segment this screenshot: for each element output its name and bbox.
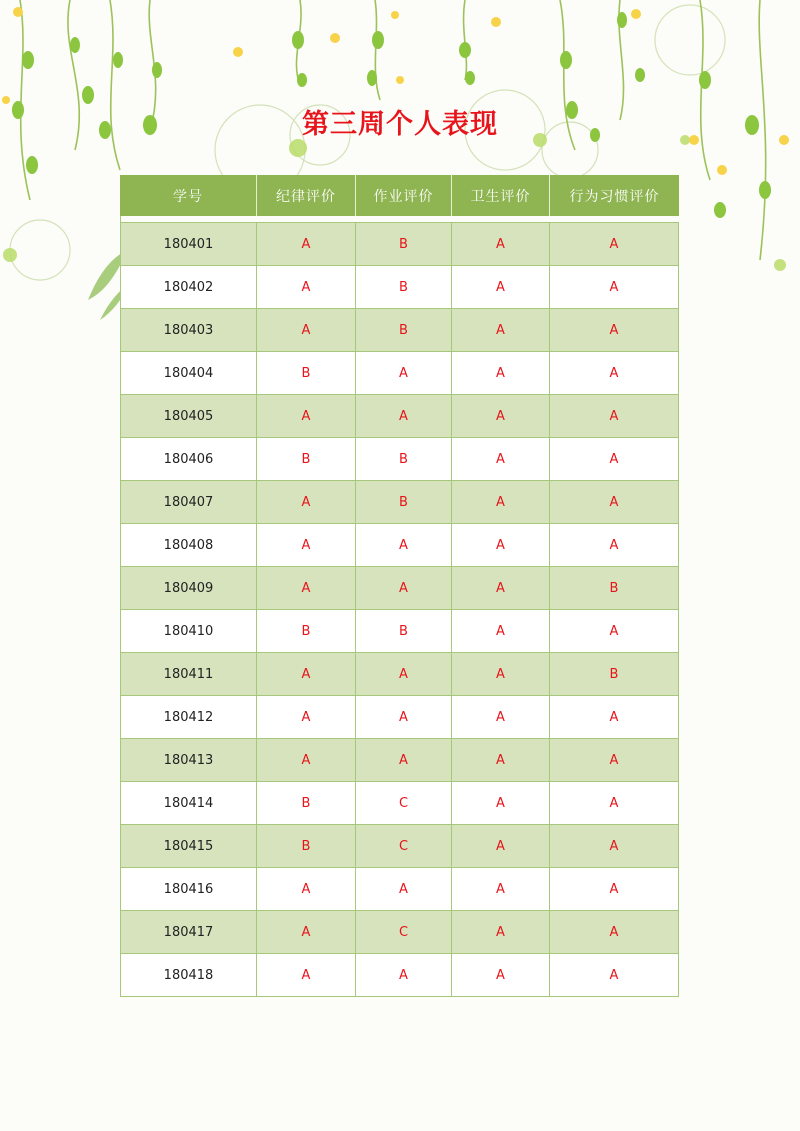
behavior-grade-cell: A	[550, 739, 679, 782]
student-id-cell: 180408	[120, 524, 257, 567]
student-id-cell: 180414	[120, 782, 257, 825]
table-row	[120, 954, 679, 997]
discipline-grade-cell: A	[257, 868, 356, 911]
header-hygiene: 卫生评价	[452, 175, 550, 216]
hygiene-grade-cell: A	[452, 782, 550, 825]
table-row	[120, 524, 679, 567]
hygiene-grade-cell: A	[452, 696, 550, 739]
student-id-cell: 180401	[120, 222, 257, 266]
behavior-grade-cell: A	[550, 825, 679, 868]
discipline-grade-cell: B	[257, 782, 356, 825]
hygiene-grade-cell: A	[452, 825, 550, 868]
hygiene-grade-cell: A	[452, 481, 550, 524]
student-id-cell: 180406	[120, 438, 257, 481]
hygiene-grade-cell: A	[452, 739, 550, 782]
table-row	[120, 610, 679, 653]
hygiene-grade-cell: A	[452, 653, 550, 696]
hygiene-grade-cell: A	[452, 222, 550, 266]
discipline-grade-cell: A	[257, 266, 356, 309]
table-row	[120, 567, 679, 610]
discipline-grade-cell: A	[257, 911, 356, 954]
table-row	[120, 696, 679, 739]
behavior-grade-cell: A	[550, 696, 679, 739]
homework-grade-cell: B	[356, 481, 452, 524]
discipline-grade-cell: A	[257, 696, 356, 739]
table-header-row	[120, 175, 679, 216]
student-id-cell: 180418	[120, 954, 257, 997]
behavior-grade-cell: A	[550, 481, 679, 524]
discipline-grade-cell: A	[257, 395, 356, 438]
homework-grade-cell: A	[356, 954, 452, 997]
behavior-grade-cell: A	[550, 352, 679, 395]
table-row	[120, 481, 679, 524]
behavior-grade-cell: A	[550, 782, 679, 825]
behavior-grade-cell: A	[550, 524, 679, 567]
homework-grade-cell: A	[356, 395, 452, 438]
table-row	[120, 782, 679, 825]
header-student-id: 学号	[120, 175, 257, 216]
header-discipline: 纪律评价	[257, 175, 356, 216]
behavior-grade-cell: A	[550, 868, 679, 911]
discipline-grade-cell: A	[257, 567, 356, 610]
hygiene-grade-cell: A	[452, 438, 550, 481]
homework-grade-cell: C	[356, 825, 452, 868]
homework-grade-cell: B	[356, 222, 452, 266]
behavior-grade-cell: A	[550, 266, 679, 309]
discipline-grade-cell: B	[257, 352, 356, 395]
page-title: 第三周个人表现	[302, 109, 498, 140]
homework-grade-cell: A	[356, 653, 452, 696]
behavior-grade-cell: A	[550, 222, 679, 266]
homework-grade-cell: A	[356, 567, 452, 610]
hygiene-grade-cell: A	[452, 352, 550, 395]
student-id-cell: 180402	[120, 266, 257, 309]
behavior-grade-cell: B	[550, 653, 679, 696]
header-behavior: 行为习惯评价	[550, 175, 679, 216]
table-row	[120, 739, 679, 782]
hygiene-grade-cell: A	[452, 954, 550, 997]
discipline-grade-cell: A	[257, 954, 356, 997]
student-id-cell: 180410	[120, 610, 257, 653]
student-id-cell: 180409	[120, 567, 257, 610]
homework-grade-cell: B	[356, 309, 452, 352]
student-id-cell: 180415	[120, 825, 257, 868]
table-row	[120, 825, 679, 868]
homework-grade-cell: C	[356, 911, 452, 954]
student-id-cell: 180407	[120, 481, 257, 524]
evaluation-table	[120, 175, 679, 997]
discipline-grade-cell: A	[257, 739, 356, 782]
table-row	[120, 653, 679, 696]
hygiene-grade-cell: A	[452, 309, 550, 352]
behavior-grade-cell: A	[550, 911, 679, 954]
behavior-grade-cell: A	[550, 309, 679, 352]
table-row	[120, 395, 679, 438]
homework-grade-cell: B	[356, 266, 452, 309]
homework-grade-cell: A	[356, 524, 452, 567]
table-row	[120, 266, 679, 309]
table-row	[120, 868, 679, 911]
discipline-grade-cell: A	[257, 524, 356, 567]
hygiene-grade-cell: A	[452, 567, 550, 610]
hygiene-grade-cell: A	[452, 911, 550, 954]
behavior-grade-cell: A	[550, 954, 679, 997]
table-row	[120, 352, 679, 395]
header-homework: 作业评价	[356, 175, 452, 216]
discipline-grade-cell: A	[257, 653, 356, 696]
hygiene-grade-cell: A	[452, 395, 550, 438]
hygiene-grade-cell: A	[452, 524, 550, 567]
table-row	[120, 309, 679, 352]
homework-grade-cell: A	[356, 868, 452, 911]
discipline-grade-cell: B	[257, 610, 356, 653]
student-id-cell: 180413	[120, 739, 257, 782]
student-id-cell: 180417	[120, 911, 257, 954]
discipline-grade-cell: A	[257, 481, 356, 524]
discipline-grade-cell: A	[257, 309, 356, 352]
student-id-cell: 180411	[120, 653, 257, 696]
behavior-grade-cell: A	[550, 395, 679, 438]
student-id-cell: 180405	[120, 395, 257, 438]
hygiene-grade-cell: A	[452, 266, 550, 309]
discipline-grade-cell: B	[257, 825, 356, 868]
student-id-cell: 180403	[120, 309, 257, 352]
table-row	[120, 222, 679, 266]
discipline-grade-cell: B	[257, 438, 356, 481]
homework-grade-cell: B	[356, 610, 452, 653]
discipline-grade-cell: A	[257, 222, 356, 266]
behavior-grade-cell: A	[550, 438, 679, 481]
student-id-cell: 180412	[120, 696, 257, 739]
table-row	[120, 911, 679, 954]
hygiene-grade-cell: A	[452, 868, 550, 911]
student-id-cell: 180404	[120, 352, 257, 395]
behavior-grade-cell: B	[550, 567, 679, 610]
homework-grade-cell: A	[356, 696, 452, 739]
hygiene-grade-cell: A	[452, 610, 550, 653]
behavior-grade-cell: A	[550, 610, 679, 653]
homework-grade-cell: C	[356, 782, 452, 825]
student-id-cell: 180416	[120, 868, 257, 911]
homework-grade-cell: A	[356, 739, 452, 782]
table-row	[120, 438, 679, 481]
homework-grade-cell: A	[356, 352, 452, 395]
homework-grade-cell: B	[356, 438, 452, 481]
